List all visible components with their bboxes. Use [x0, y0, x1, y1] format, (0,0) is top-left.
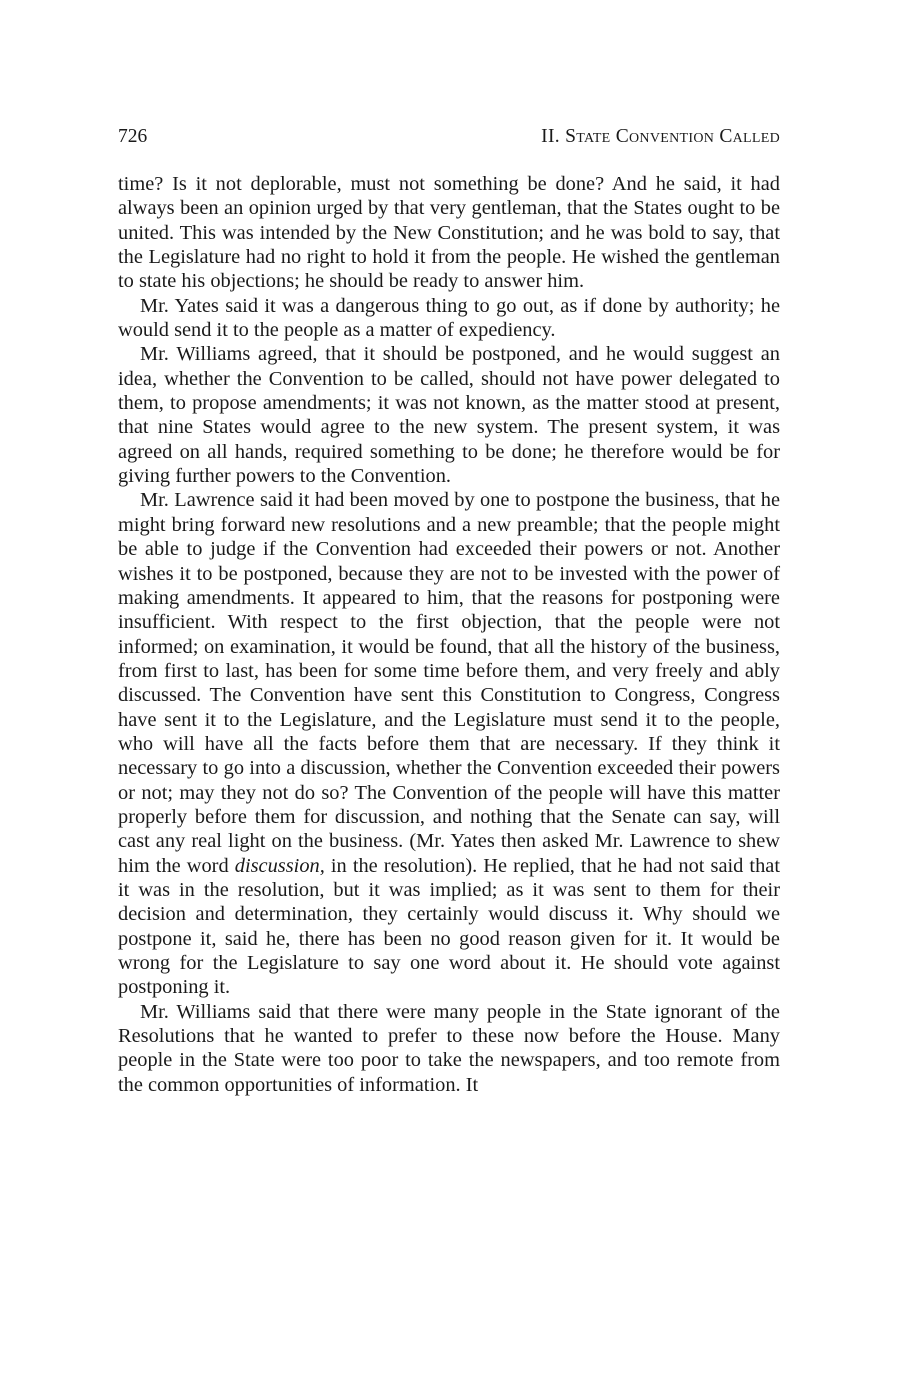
running-head	[118, 124, 780, 154]
page-number: 726	[118, 126, 148, 147]
running-title: II. State Convention Called	[541, 126, 780, 147]
italic-word-discussion: discussion,	[234, 854, 325, 877]
paragraph-lawrence-part-2: in the resolution). He replied, that he had not said that it was in the resolution, but it was implied; as it was sent to them for their decision and determination, they certainly would discuss it. Why should we postpone it, said he, there has been no good reason given for it. It would be wrong for the Legislature to say one word about it. He should vote against postponing it.	[118, 854, 780, 999]
paragraph-yates: Mr. Yates said it was a dangerous thing to go out, as if done by authority; he would send it to the people as a matter of expediency.	[118, 294, 780, 342]
paragraph-williams-said: Mr. Williams said that there were many people in the State ignorant of the Resolutions that he wanted to prefer to these now before the House. Many people in the State were too poor to take the newspapers, and too remote from the common opportunities of information. It	[118, 1000, 780, 1096]
paragraph-lawrence-part-1: Mr. Lawrence said it had been moved by one to postpone the business, that he might bring forward new resolutions and a new preamble; that the people might be able to judge if the Convention had exceeded their powers or not. Another wishes it to be postponed, because they are not to be invested with the power of making amendments. It appeared to him, that the reasons for postponing were insufficient. With respect to the first objection, that the people were not informed; on examination, it would be found, that all the history of the business, from first to last, has been for some time before them, and very freely and ably discussed. The Convention have sent this Constitution to Congress, Congress have sent it to the Legislature, and the Legislature must send it to the people, who will have all the facts before them that are necessary. If they think it necessary to go into a discussion, whether the Convention exceeded their powers or not; may they not do so? The Convention of the people will have this matter properly before them for discussion, and nothing that the Senate can say, will cast any real light on the business. (Mr. Yates then asked Mr. Lawrence to shew him the word	[118, 489, 780, 877]
body-text	[118, 172, 780, 1097]
paragraph-lawrence	[118, 488, 780, 999]
paragraph-williams-agreed: Mr. Williams agreed, that it should be postponed, and he would suggest an idea, whether the Convention to be called, should not have power delegated to them, to propose amendments; it was not known, as the matter stood at present, that nine States would agree to the new system. The present system, it was agreed on all hands, required something to be done; he therefore would be for giving further powers to the Convention.	[118, 343, 780, 488]
paragraph-continuation: time? Is it not deplorable, must not something be done? And he said, it had always been an opinion urged by that very gentleman, that the States ought to be united. This was intended by the New Constitution; and he was bold to say, that the Legislature had no right to hold it from the people. He wished the gentleman to state his objections; he should be ready to answer him.	[118, 173, 780, 293]
book-page	[118, 124, 780, 1097]
